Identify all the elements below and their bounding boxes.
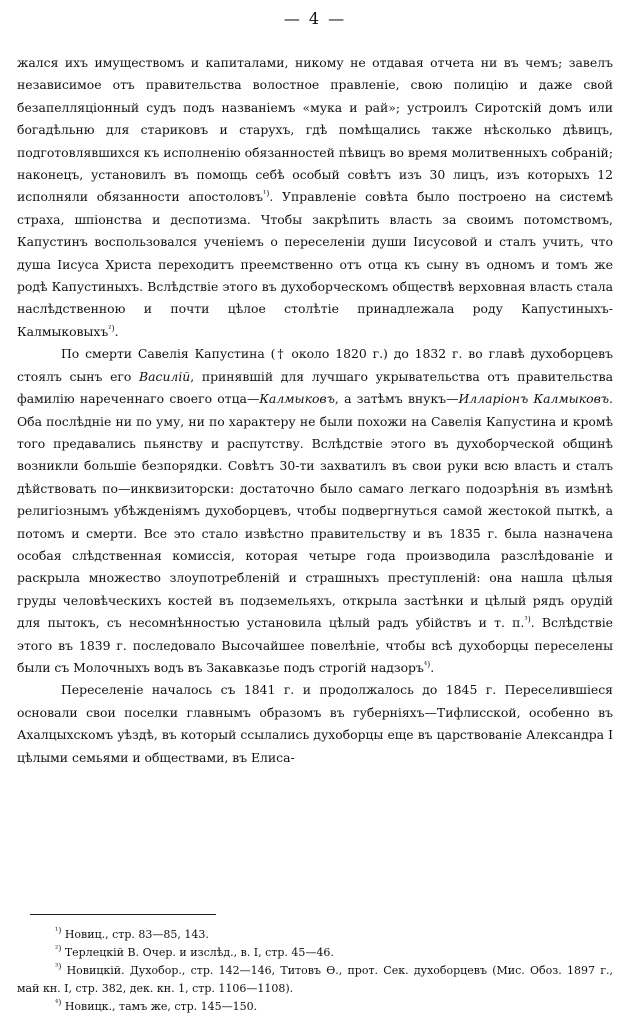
footnote-divider: [30, 914, 216, 915]
footnote-text: Терлецкій В. Очер. и изслѣд., в. I, стр. 45—46.: [64, 946, 334, 959]
italic-name: Калмыковъ: [259, 391, 335, 407]
footnote-marker: ³): [524, 615, 531, 625]
body-text: [17, 52, 613, 769]
text-run: Переселеніе началось съ 1841 г. и продолжалось до 1845 г. Переселившіеся основали свои поселки главнымъ образомъ въ губерніяхъ—Тифлисской, особенно въ Ахалцыхскомъ уѣздѣ, въ который ссылались духоборцы еще въ царствованіе Александра I цѣлыми семьями и обществами, въ Елиса-: [17, 682, 613, 765]
italic-name: Илларіонъ Калмыковъ: [458, 391, 610, 407]
text-run: . Управленіе совѣта было построено на системѣ страха, шпіонства и деспотизма. Чтобы закрѣпить власть за своимъ потомствомъ, Капустинъ воспользовался ученіемъ о переселеніи души Іисусовой и сталъ учить, что душа Іисуса Христа переходитъ преемственно отъ отца къ сыну въ одномъ и томъ же родѣ Капустиныхъ. Вслѣдствіе этого въ духоборческомъ обществѣ верховная власть стала наслѣдственною и почти цѣлое столѣтіе принадлежала роду Капустиныхъ-Калмыковыхъ: [17, 189, 613, 339]
page-number: — 4 —: [283, 9, 347, 28]
footnote-number: ³): [55, 962, 62, 971]
footnote: [17, 998, 613, 1016]
text-run: По смерти Савелія Капустина († около 1820 г.) до 1832 г. во главѣ духоборцевъ стоялъ сынъ его: [17, 346, 613, 384]
paragraph: [17, 343, 613, 679]
footnote-marker: ⁴): [423, 659, 431, 669]
footnote-number: ⁴): [55, 998, 62, 1007]
book-page: [17, 8, 613, 1028]
footnote: [17, 944, 613, 962]
text-run: . Вслѣдствіе этого въ 1839 г. последовало Высочайшее повелѣніе, чтобы всѣ духоборцы переселены были съ Молочныхъ водъ въ Закавказье подъ строгій надзоръ: [17, 615, 613, 675]
italic-name: Василій: [139, 368, 191, 384]
footnote-text: Новицк., тамъ же, стр. 145—150.: [64, 1000, 258, 1013]
footnote-number: ¹): [55, 926, 62, 935]
text-run: , принявшій для лучшаго укрывательства отъ правительства фамилію нареченнаго своего отца—: [17, 368, 613, 407]
text-run: . Оба послѣдніе ни по уму, ни по характеру не были похожи на Савелія Капустина и кромѣ того предавались пьянству и распутству. Вслѣдствіе этого въ духоборческой общинѣ возникли большіе безпорядки. Совѣтъ 30-ти захватилъ въ свои руки всю власть и сталъ дѣйствовать по—инквизиторски: достаточно было самаго легкаго подозрѣнія въ измѣнѣ религіознымъ убѣжденіямъ духоборцевъ, чтобы подвергнуться самой жестокой пыткѣ, а потомъ и смерти. Все это стало извѣстно правительству и въ 1835 г. была назначена особая слѣдственная комиссія, которая четыре года производила разслѣдованіе и раскрыла множество злоупотребленій и страшныхъ преступленій: она нашла цѣлыя груды человѣческихъ костей въ подземельяхъ, открыла застѣнки и цѣлый рядъ орудій для пытокъ, съ несомнѣнностью установила цѣлый радъ убійствъ и т. п.: [17, 391, 613, 631]
footnote-text: Новицкій. Духобор., стр. 142—146, Титовъ Ѳ., прот. Сек. духоборцевъ (Мис. Обоз. 1897 г., май кн. I, стр. 382, дек. кн. 1, стр. 1106—1108).: [17, 964, 613, 995]
paragraph: [17, 52, 613, 343]
footnote-marker: ²): [108, 323, 115, 333]
footnote-number: ²): [55, 944, 62, 953]
footnote-text: Новиц., стр. 83—85, 143.: [64, 928, 209, 941]
footnotes: [17, 926, 613, 1016]
footnote-marker: ¹): [263, 189, 270, 199]
footnote: [17, 962, 613, 998]
footnote: [17, 926, 613, 944]
text-run: .: [114, 323, 119, 339]
text-run: .: [430, 659, 435, 675]
paragraph: [17, 679, 613, 769]
text-run: , а затѣмъ внукъ—: [334, 391, 459, 407]
text-run: жался ихъ имуществомъ и капиталами, никому не отдавая отчета ни въ чемъ; завелъ независимое отъ правительства волостное правленіе, свою полицію и даже свой безапелляціонный судъ подъ названіемъ «мука и рай»; устроилъ Сиротскій домъ или богадѣльню для стариковъ и старухъ, гдѣ помѣщались также нѣсколько дѣвицъ, подготовлявшихся къ исполненію обязанностей пѣвицъ во время молитвенныхъ собраній; наконецъ, установилъ въ помощь себѣ особый совѣтъ изъ 30 лицъ, изъ которыхъ 12 исполняли обязанности апостоловъ: [17, 55, 613, 205]
